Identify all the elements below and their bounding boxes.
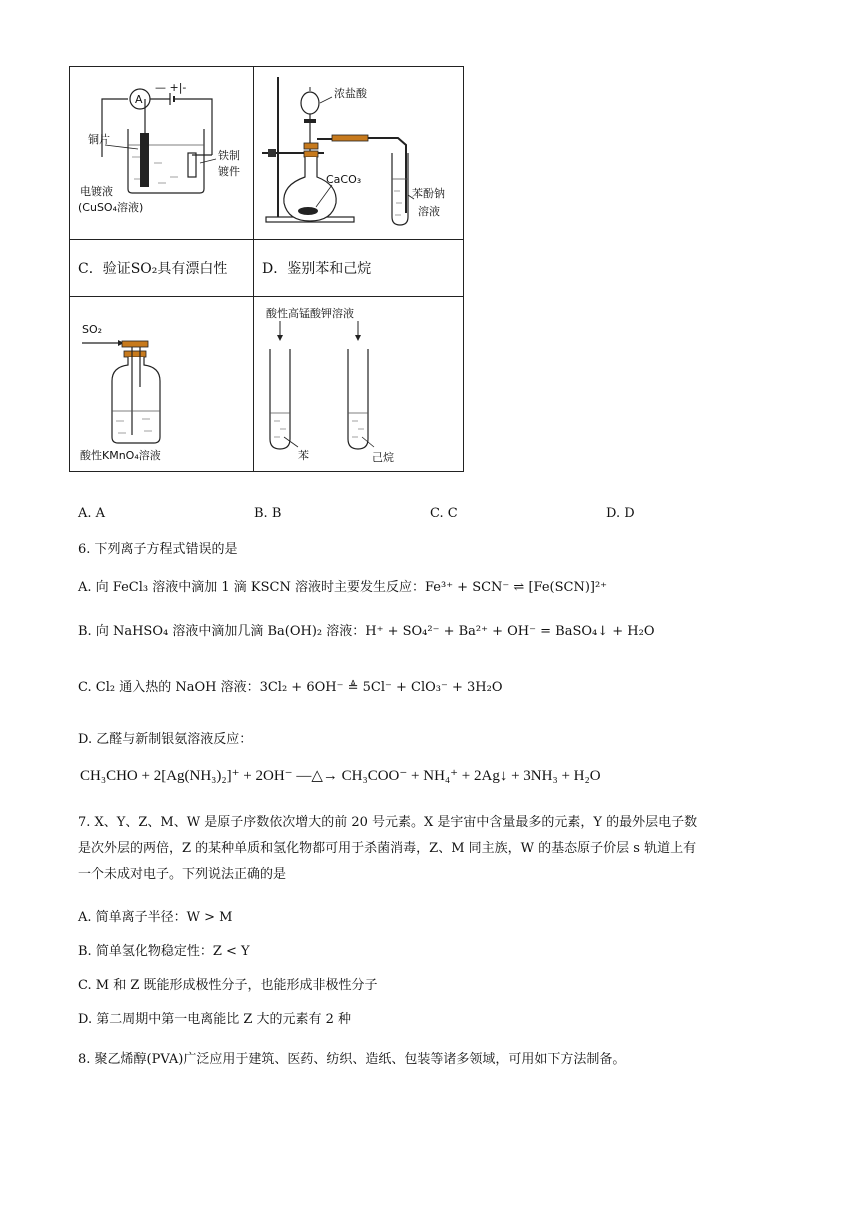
q6-option-c[interactable]: C. Cl₂ 通入热的 NaOH 溶液：3Cl₂ + 6OH⁻ ≜ 5Cl⁻ + ClO₃⁻ + 3H₂O [78,680,503,695]
electroplating-diagram [70,67,253,235]
so2-washbottle-diagram [70,297,253,467]
so2-label: SO₂ [82,323,103,336]
caco3-label: CaCO₃ [326,173,362,186]
experiment-table [69,66,464,472]
ammeter-label: A [135,93,143,106]
cell-benzene-hexane [254,297,464,472]
reagent-label: 酸性高锰酸钾溶液 [266,307,354,320]
option-c-label-cell [70,240,254,297]
caco3-solid [298,207,318,215]
cell-electroplating [70,67,254,240]
option-d-label-cell [254,240,464,297]
iron-label-1: 铁制 [218,149,240,162]
q7-line-2: 是次外层的两倍，Z 的某种单质和氢化物都可用于杀菌消毒，Z、M 同主族，W 的基态原子价层 s 轨道上有 [78,841,697,856]
copper-plate [140,133,149,187]
hexane-label: 己烷 [372,451,394,464]
choice-c[interactable]: C. C [430,506,458,521]
copper-label: 铜片 [88,133,110,146]
cell-so2-bleaching [70,297,254,472]
co2-apparatus-diagram [254,67,463,235]
hexane-tube [348,349,368,449]
q7-stem [78,810,798,888]
choice-b[interactable]: B. B [254,506,282,521]
q7-line-1: 7. X、Y、Z、M、W 是原子序数依次增大的前 20 号元素。X 是宇宙中含量最多的元素，Y 的最外层电子数 [78,815,698,830]
testtube-diagram [254,297,463,467]
iron-part [188,153,196,177]
q6-stem: 6. 下列离子方程式错误的是 [78,542,238,557]
q7-option-d[interactable]: D. 第二周期中第一电离能比 Z 大的元素有 2 种 [78,1012,352,1027]
option-d-label: D．鉴别苯和己烷 [262,261,372,277]
q7-option-a[interactable]: A. 简单离子半径：W > M [78,910,233,925]
benzene-label: 苯 [298,449,309,462]
q7-option-b[interactable]: B. 简单氢化物稳定性：Z < Y [78,944,250,959]
q6-option-a[interactable]: A. 向 FeCl₃ 溶液中滴加 1 滴 KSCN 溶液时主要发生反应：Fe³⁺ + SCN⁻ ⇌ [Fe(SCN)]²⁺ [78,580,608,595]
battery-signs: — +|- [155,81,187,94]
choice-d[interactable]: D. D [606,506,635,521]
cell-co2-generation [254,67,464,240]
option-c-label: C．验证SO₂具有漂白性 [78,261,228,277]
benzene-tube [270,349,290,449]
acid-label: 浓盐酸 [334,87,367,100]
choice-a[interactable]: A. A [78,506,106,521]
q6-option-d-equation: CH₃CHO + 2[Ag(NH₃)₂]⁺ + 2OH⁻ —△→ CH₃COO⁻ + NH₄⁺ + 2Ag↓ + 3NH₃ + H₂O [80,768,601,784]
q6-option-d[interactable]: D. 乙醛与新制银氨溶液反应： [78,732,253,747]
phenol-label-1: 苯酚钠 [412,187,445,200]
q7-option-c[interactable]: C. M 和 Z 既能形成极性分子，也能形成非极性分子 [78,978,378,993]
phenol-label-2: 溶液 [418,205,440,218]
solution-label-2: (CuSO₄溶液) [78,201,144,214]
iron-label-2: 镀件 [218,165,240,178]
solution-label-1: 电镀液 [80,185,113,198]
kmno4-label: 酸性KMnO₄溶液 [80,449,161,462]
q6-option-b[interactable]: B. 向 NaHSO₄ 溶液中滴加几滴 Ba(OH)₂ 溶液：H⁺ + SO₄²⁻ + Ba²⁺ + OH⁻ = BaSO₄↓ + H₂O [78,624,655,639]
q7-line-3: 一个未成对电子。下列说法正确的是 [78,867,287,882]
q8-stem: 8. 聚乙烯醇(PVA)广泛应用于建筑、医药、纺织、造纸、包装等诸多领域，可用如下方法制备。 [78,1052,626,1067]
